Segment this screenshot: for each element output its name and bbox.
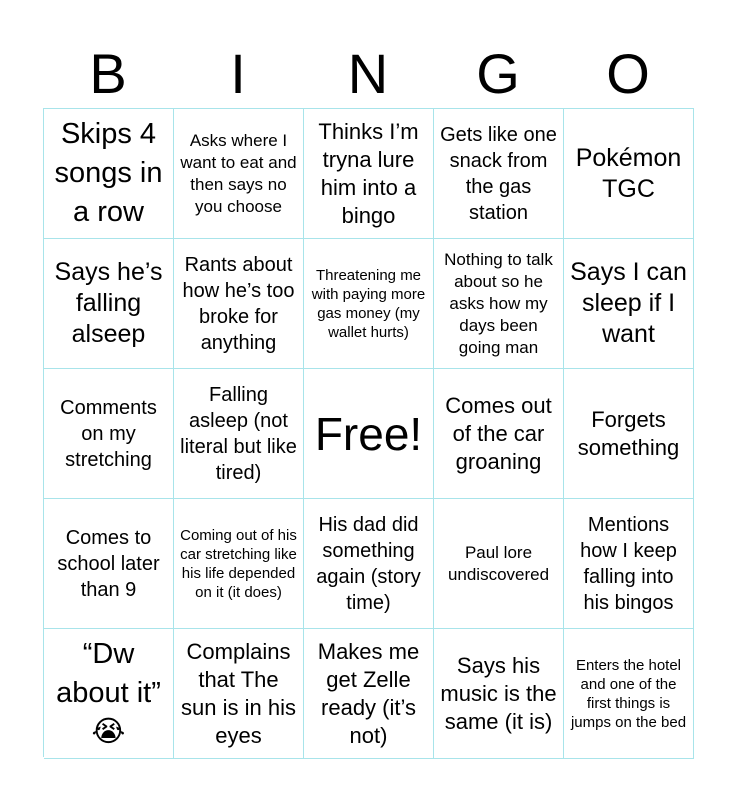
- bingo-board: [43, 108, 694, 757]
- cell-text: Paul lore undiscovered: [447, 542, 550, 584]
- cell-text: Comes to school later than 9: [57, 526, 160, 601]
- bingo-cell-r2-c1[interactable]: [44, 239, 174, 369]
- bingo-cell-r4-c1[interactable]: [44, 499, 174, 629]
- cell-text: Nothing to talk about so he asks how my days been going man: [444, 249, 553, 357]
- bingo-cell-r1-c4[interactable]: [434, 109, 564, 239]
- header-letter-i: I: [230, 42, 246, 105]
- bingo-cell-r5-c2[interactable]: [174, 629, 304, 759]
- bingo-cell-r3-c2[interactable]: [174, 369, 304, 499]
- bingo-cell-r3-c5[interactable]: [564, 369, 694, 499]
- cell-text: Gets like one snack from the gas station: [440, 123, 557, 224]
- cell-text: His dad did something again (story time): [316, 513, 421, 614]
- cell-text: Thinks I’m tryna lure him into a bingo: [318, 118, 419, 228]
- cell-text: Comments on my stretching: [60, 396, 157, 471]
- cell-text: Falling asleep (not literal but like tired): [180, 383, 297, 484]
- bingo-cell-r4-c4[interactable]: [434, 499, 564, 629]
- bingo-cell-r5-c4[interactable]: [434, 629, 564, 759]
- bingo-cell-r2-c5[interactable]: [564, 239, 694, 369]
- bingo-cell-r5-c1[interactable]: [44, 629, 174, 759]
- bingo-cell-r4-c2[interactable]: [174, 499, 304, 629]
- cell-text: Makes me get Zelle ready (it’s not): [317, 638, 420, 748]
- header-letter-b: B: [89, 42, 127, 105]
- bingo-cell-r3-c4[interactable]: [434, 369, 564, 499]
- cell-text: “Dw about it” 😭: [56, 638, 161, 748]
- cell-text: Says he’s falling alseep: [54, 258, 163, 348]
- cell-text: Says his music is the same (it is): [440, 652, 557, 734]
- cell-text: Asks where I want to eat and then says no you choose: [180, 130, 297, 216]
- cell-text: Enters the hotel and one of the first things is jumps on the bed: [570, 656, 687, 731]
- cell-text: Pokémon TGC: [575, 143, 682, 203]
- cell-text: Mentions how I keep falling into his bingos: [580, 513, 677, 614]
- free-space-text: Free!: [314, 407, 423, 460]
- header-letter-g: G: [476, 42, 520, 105]
- bingo-cell-r1-c3[interactable]: [304, 109, 434, 239]
- bingo-cell-r5-c3[interactable]: [304, 629, 434, 759]
- bingo-cell-r4-c5[interactable]: [564, 499, 694, 629]
- header-letter-o: O: [606, 42, 650, 105]
- bingo-cell-r2-c2[interactable]: [174, 239, 304, 369]
- cell-text: Coming out of his car stretching like his life depended on it (it does): [180, 526, 297, 601]
- bingo-cell-r2-c4[interactable]: [434, 239, 564, 369]
- header-letter-n: N: [347, 42, 389, 105]
- bingo-header: [43, 40, 693, 108]
- bingo-cell-r4-c3[interactable]: [304, 499, 434, 629]
- bingo-cell-r1-c5[interactable]: [564, 109, 694, 239]
- bingo-cell-r1-c1[interactable]: [44, 109, 174, 239]
- cell-text: Complains that The sun is in his eyes: [181, 638, 296, 748]
- cell-text: Rants about how he’s too broke for anything: [182, 253, 295, 354]
- cell-text: Forgets something: [577, 406, 680, 460]
- cell-text: Says I can sleep if I want: [570, 258, 687, 348]
- cell-text: Skips 4 songs in a row: [54, 118, 163, 228]
- bingo-cell-r5-c5[interactable]: [564, 629, 694, 759]
- cell-text: Comes out of the car groaning: [445, 392, 552, 474]
- bingo-cell-r2-c3[interactable]: [304, 239, 434, 369]
- bingo-cell-r3-c1[interactable]: [44, 369, 174, 499]
- bingo-cell-r1-c2[interactable]: [174, 109, 304, 239]
- cell-text: Threatening me with paying more gas money (my wallet hurts): [311, 266, 426, 341]
- bingo-cell-free[interactable]: [304, 369, 434, 499]
